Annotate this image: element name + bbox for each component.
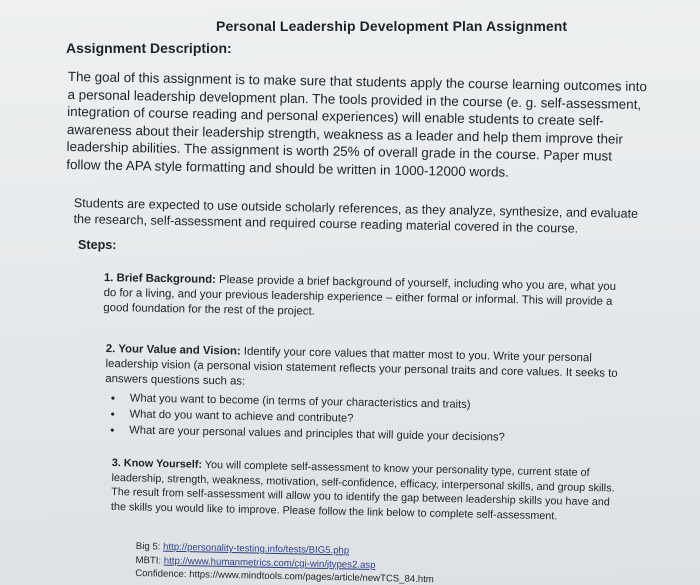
big5-link[interactable]: http://personality-testing.info/tests/BIG5.php bbox=[162, 541, 350, 557]
link-row-confidence: Confidence: https://www.mindtools.com/pages/article/newTCS_84.htm bbox=[135, 567, 434, 585]
document-title: Personal Leadership Development Plan Assignment bbox=[216, 18, 568, 34]
step-text: Please provide a brief background of yourself, including who you are, what you do for a living, and your previous leadership experience – either formal or informal. This will provide a good foundation for the rest of the project. bbox=[103, 274, 617, 318]
step-text: Identify your core values that matter most to you. Write your personal leadership vision (a personal vision statement reflects your personal traits and core values. It seeks to answers questions such as: bbox=[105, 345, 618, 388]
list-item: • What you want to become (in terms of your characteristics and traits) bbox=[110, 391, 471, 411]
bullet-icon: • bbox=[110, 407, 115, 422]
list-item: • What are your personal values and principles that will guide your decisions? bbox=[110, 423, 505, 444]
step-brief-background bbox=[103, 271, 624, 325]
steps-heading: Steps: bbox=[78, 238, 117, 252]
step-know-yourself bbox=[111, 456, 617, 525]
confidence-link[interactable]: https://www.mindtools.com/pages/article/newTCS_84.htm bbox=[189, 569, 434, 585]
step-value-vision bbox=[105, 342, 626, 397]
step-title: 3. Know Yourself: bbox=[111, 456, 203, 471]
mbti-link[interactable]: http://www.humanmetrics.com/cgi-win/jtypes2.asp bbox=[163, 555, 376, 571]
step-text: You will complete self-assessment to know your personality type, current state of leadership, strength, weakness, motivation, self-confidence, efficacy, interpersonal skills, and group skills. The result from self-assessment will allow you to identify the gap between leadership skills you have and the skills you would like to improve. Please follow the link below to complete self-assessment. bbox=[110, 458, 615, 523]
link-row-big5: Big 5: http://personality-testing.info/tests/BIG5.php bbox=[135, 540, 350, 557]
paragraph-references: Students are expected to use outside scholarly references, as they analyze, synthesize, and evaluate the research, self-assessment and required course reading material covered in the course. bbox=[73, 196, 639, 236]
paragraph-goal: The goal of this assignment is to make sure that students apply the course learning outcomes into a personal leadership development plan. The tools provided in the course (e. g. self-assessment, integration of course reading and personal experiences) will enable students to create self-awareness about their leadership strength, weakness as a leader and help them improve their leadership abilities. The assignment is worth 25% of overall grade in the course. Paper must follow the APA style formatting and should be written in 1000-12000 words. bbox=[66, 68, 647, 180]
step-title: 1. Brief Background: bbox=[103, 271, 216, 286]
assessment-links bbox=[135, 540, 556, 585]
bullet-icon: • bbox=[110, 391, 116, 406]
bullet-icon: • bbox=[110, 423, 115, 438]
step-title: 2. Your Value and Vision: bbox=[105, 342, 241, 358]
link-row-mbti: MBTI: http://www.humanmetrics.com/cgi-win/jtypes2.asp bbox=[135, 554, 376, 571]
list-item: • What do you want to achieve and contribute? bbox=[110, 407, 354, 425]
description-heading: Assignment Description: bbox=[66, 40, 232, 56]
vision-questions-list bbox=[107, 390, 588, 447]
